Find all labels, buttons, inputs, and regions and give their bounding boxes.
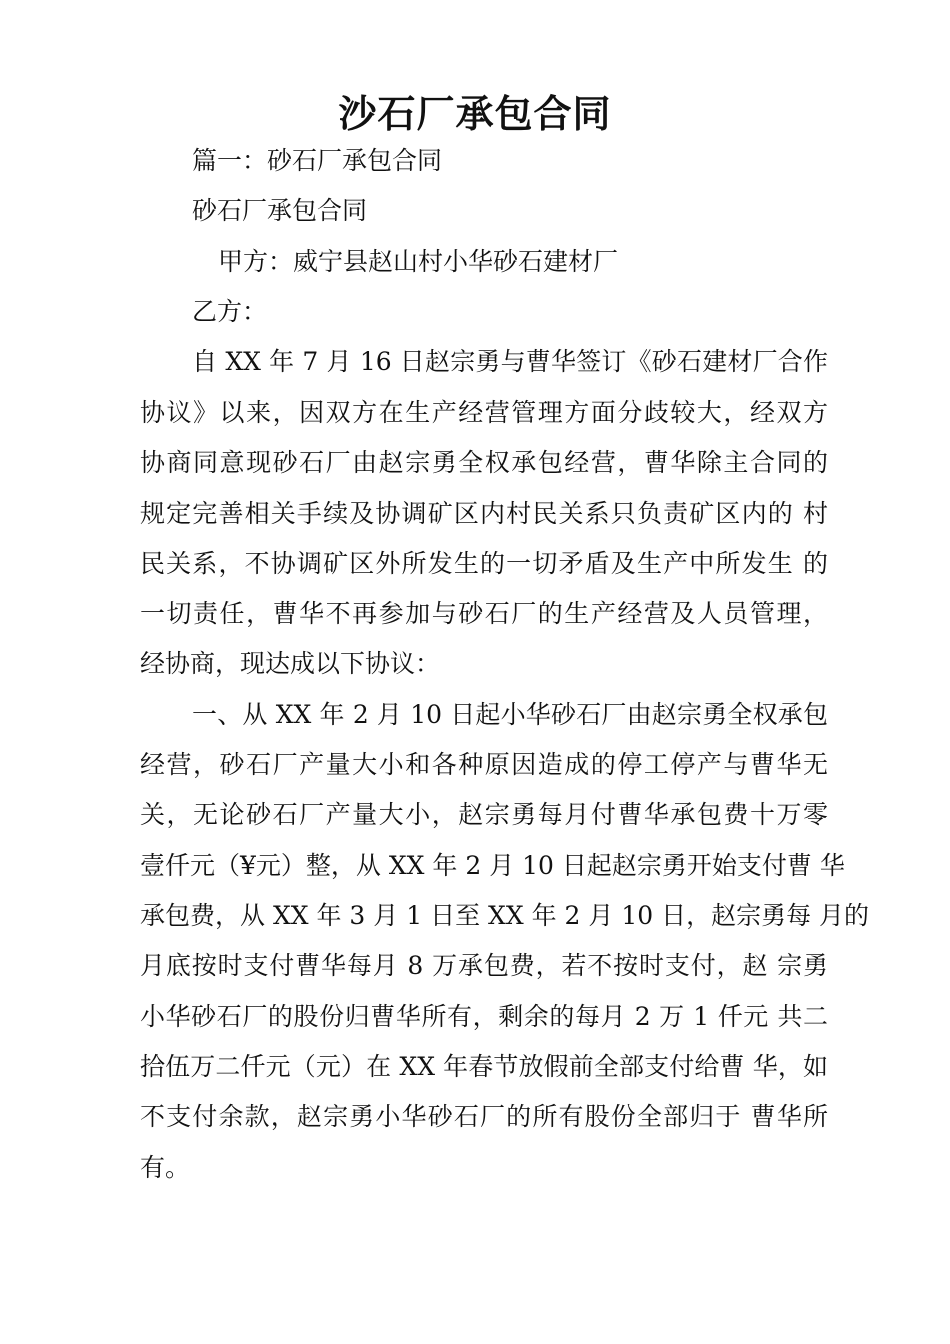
paragraph-2-line: 不支付余款，赵宗勇小华砂石厂的所有股份全部归于 曹华所 xyxy=(140,1102,828,1131)
party-a-line: 甲方：威宁县赵山村小华砂石建材厂 xyxy=(218,247,619,276)
paragraph-2-line: 壹仟元（¥元）整，从 XX 年 2 月 10 日起赵宗勇开始支付曹 华 xyxy=(140,851,845,880)
paragraph-2-line: 承包费，从 XX 年 3 月 1 日至 XX 年 2 月 10 日，赵宗勇每 月的 xyxy=(140,901,870,930)
paragraph-1-line: 协商同意现砂石厂由赵宗勇全权承包经营，曹华除主合同的 xyxy=(140,448,828,477)
contract-heading: 砂石厂承包合同 xyxy=(192,196,368,225)
document-title: 沙石厂承包合同 xyxy=(338,91,612,136)
paragraph-1-line: 规定完善相关手续及协调矿区内村民关系只负责矿区内的 村 xyxy=(140,499,828,528)
paragraph-2-line: 关，无论砂石厂产量大小，赵宗勇每月付曹华承包费十万零 xyxy=(140,800,828,829)
paragraph-2-line: 经营，砂石厂产量大小和各种原因造成的停工停产与曹华无 xyxy=(140,750,828,779)
party-b-line: 乙方： xyxy=(192,297,268,326)
paragraph-2-line: 月底按时支付曹华每月 8 万承包费，若不按时支付，赵 宗勇 xyxy=(140,951,828,980)
paragraph-2-line: 一、从 XX 年 2 月 10 日起小华砂石厂由赵宗勇全权承包 xyxy=(192,700,828,729)
paragraph-1-line: 协议》以来，因双方在生产经营管理方面分歧较大，经双方 xyxy=(140,398,828,427)
paragraph-2-line: 有。 xyxy=(140,1153,191,1182)
paragraph-2-line: 拾伍万二仟元（元）在 XX 年春节放假前全部支付给曹 华，如 xyxy=(140,1052,828,1081)
paragraph-1-line: 自 XX 年 7 月 16 日赵宗勇与曹华签订《砂石建材厂合作 xyxy=(192,347,828,376)
section-heading: 篇一：砂石厂承包合同 xyxy=(192,146,443,175)
paragraph-1-line: 民关系，不协调矿区外所发生的一切矛盾及生产中所发生 的 xyxy=(140,549,828,578)
paragraph-2-line: 小华砂石厂的股份归曹华所有，剩余的每月 2 万 1 仟元 共二 xyxy=(140,1002,828,1031)
paragraph-1-line: 一切责任，曹华不再参加与砂石厂的生产经营及人员管理， xyxy=(140,599,828,628)
paragraph-1-line: 经协商，现达成以下协议： xyxy=(140,649,441,678)
